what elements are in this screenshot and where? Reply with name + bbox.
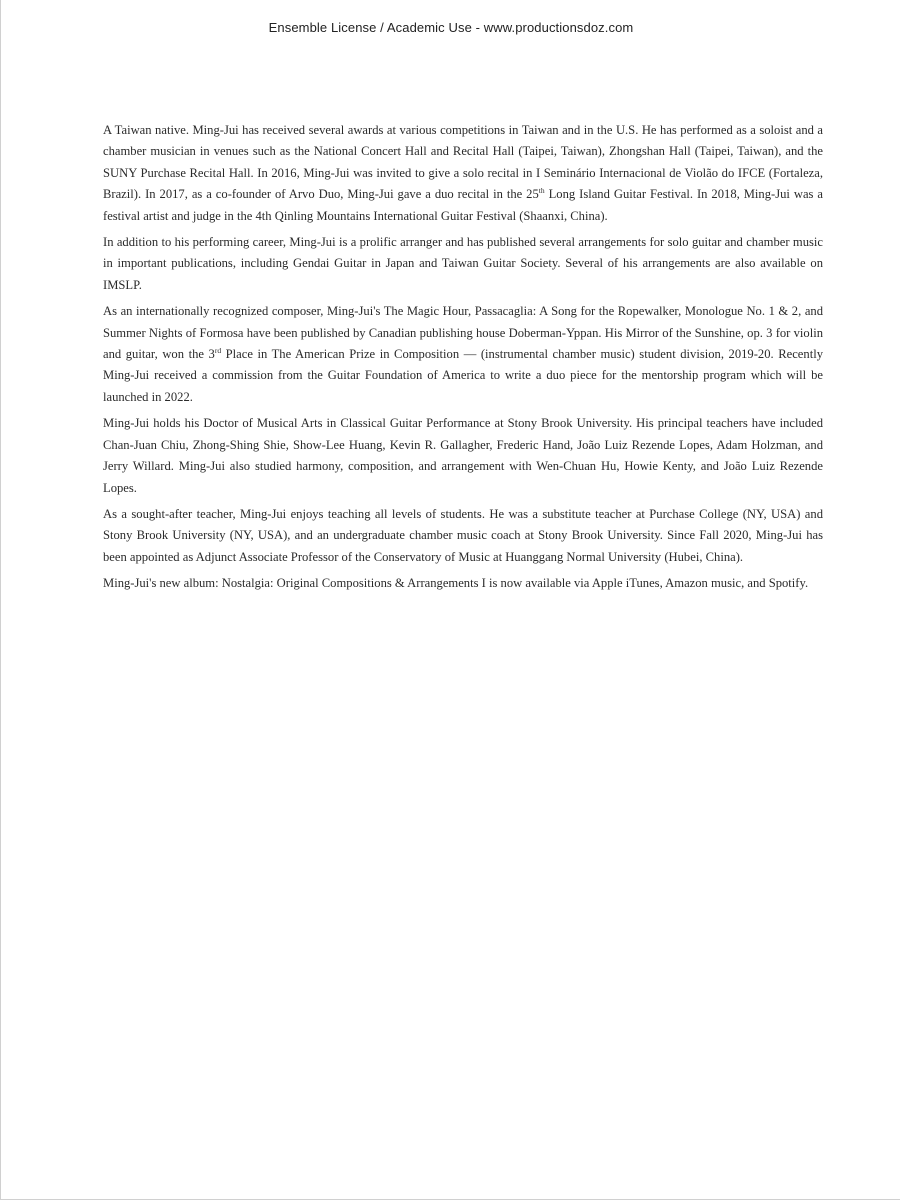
bio-paragraph-awards-part-1: A Taiwan native. Ming-Jui has received several awards at various competitions in Taiwan and in the U.S. He has performed as a soloist and a chamber musician in venues such as the National Concert Hall and Recital Hall (Taipei, Taiwan), Zhongshan Hall (Taipei, Taiwan), and the SUNY Purchase Recital Hall. In 2016, Ming-Jui was invited to give a solo recital in I Seminário Internacional de Violão do IFCE (Fortaleza, Brazil). In 2017, as a co-founder of Arvo Duo, Ming-Jui gave a duo recital in the 25: [103, 123, 823, 202]
bio-paragraph-education: Ming-Jui holds his Doctor of Musical Arts in Classical Guitar Performance at Stony Brook University. His principal teachers have included Chan-Juan Chiu, Zhong-Shing Shie, Show-Lee Huang, Kevin R. Gallagher, Frederic Hand, João Luiz Rezende Lopes, Adam Holzman, and Jerry Willard. Ming-Jui also studied harmony, composition, and arrangement with Wen-Chuan Hu, Howie Kenty, and João Luiz Rezende Lopes.: [103, 416, 823, 495]
bio-paragraph-composer: [103, 301, 823, 408]
bio-paragraph-awards: [103, 120, 823, 227]
license-header: Ensemble License / Academic Use - www.productionsdoz.com: [268, 20, 634, 35]
bio-paragraph-composer-part-2: Place in The American Prize in Composition — (instrumental chamber music) student division, 2019-20. Recently Ming-Jui received a commission from the Guitar Foundation of America to write a duo piece for the mentorship program which will be launched in 2022.: [103, 347, 823, 404]
bio-paragraph-teaching: As a sought-after teacher, Ming-Jui enjoys teaching all levels of students. He was a substitute teacher at Purchase College (NY, USA) and Stony Brook University (NY, USA), and an undergraduate chamber music coach at Stony Brook University. Since Fall 2020, Ming-Jui has been appointed as Adjunct Associate Professor of the Conservatory of Music at Huanggang Normal University (Hubei, China).: [103, 506, 823, 564]
bio-paragraph-arranger: In addition to his performing career, Ming-Jui is a prolific arranger and has published several arrangements for solo guitar and chamber music in important publications, including Gendai Guitar in Japan and Taiwan Guitar Society. Several of his arrangements are also available on IMSLP.: [103, 235, 823, 292]
ordinal-suffix: th: [538, 186, 545, 196]
biography-text: [103, 120, 823, 600]
bio-paragraph-awards-part-2: Long Island Guitar Festival. In 2018, Ming-Jui was a festival artist and judge in the 4th Qinling Mountains International Guitar Festival (Shaanxi, China).: [103, 187, 823, 223]
ordinal-suffix: rd: [214, 346, 222, 356]
bio-paragraph-album: Ming-Jui's new album: Nostalgia: Original Compositions & Arrangements I is now available via Apple iTunes, Amazon music, and Spotify.: [103, 576, 809, 591]
bio-paragraph-composer-part-1: As an internationally recognized composer, Ming-Jui's The Magic Hour, Passacaglia: A Song for the Ropewalker, Monologue No. 1 & 2, and Summer Nights of Formosa have been published by Canadian publishing house Doberman-Yppan. His Mirror of the Sunshine, op. 3 for violin and guitar, won the 3: [103, 304, 823, 362]
